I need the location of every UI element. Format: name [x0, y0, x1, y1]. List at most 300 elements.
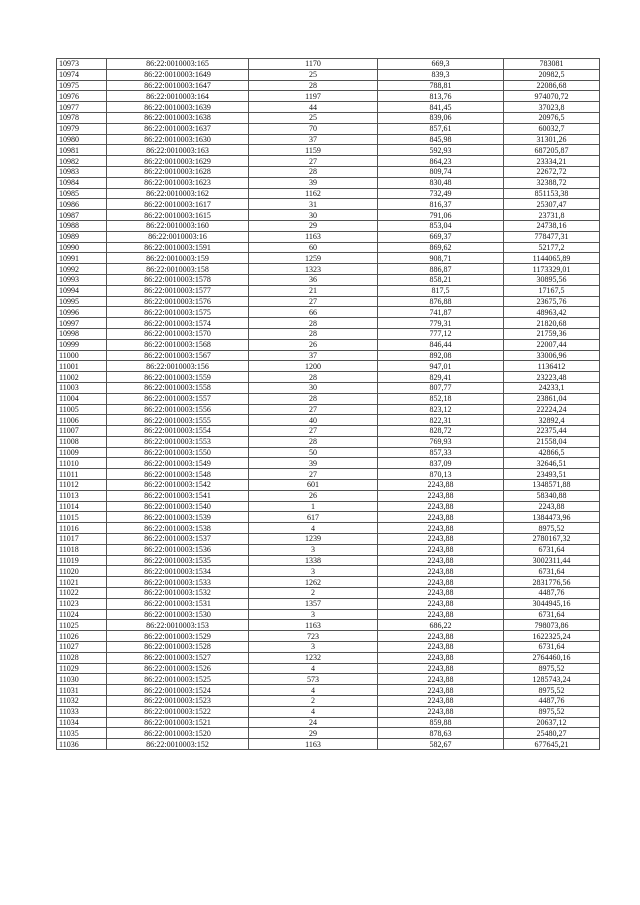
area-cell: 27 — [249, 404, 378, 415]
rate-cell: 669,3 — [378, 59, 504, 70]
cadastral-number-cell: 86:22:0010003:1554 — [107, 426, 249, 437]
row-number-cell: 10978 — [57, 112, 107, 123]
area-cell: 29 — [249, 220, 378, 231]
rate-cell: 669,37 — [378, 231, 504, 242]
value-cell: 21558,04 — [504, 436, 600, 447]
cadastral-number-cell: 86:22:0010003:1527 — [107, 652, 249, 663]
rate-cell: 878,63 — [378, 728, 504, 739]
cadastral-number-cell: 86:22:0010003:162 — [107, 188, 249, 199]
rate-cell: 2243,88 — [378, 706, 504, 717]
value-cell: 60032,7 — [504, 123, 600, 134]
table-row — [57, 404, 600, 415]
area-cell: 31 — [249, 199, 378, 210]
row-number-cell: 11025 — [57, 620, 107, 631]
value-cell: 2780167,32 — [504, 534, 600, 545]
value-cell: 1285743,24 — [504, 674, 600, 685]
row-number-cell: 11017 — [57, 534, 107, 545]
value-cell: 851153,38 — [504, 188, 600, 199]
value-cell: 3002311,44 — [504, 555, 600, 566]
cadastral-number-cell: 86:22:0010003:1567 — [107, 350, 249, 361]
rate-cell: 741,87 — [378, 307, 504, 318]
cadastral-number-cell: 86:22:0010003:1617 — [107, 199, 249, 210]
rate-cell: 2243,88 — [378, 663, 504, 674]
row-number-cell: 10973 — [57, 59, 107, 70]
table-row — [57, 264, 600, 275]
cadastral-number-cell: 86:22:0010003:164 — [107, 91, 249, 102]
value-cell: 6731,64 — [504, 609, 600, 620]
value-cell: 4487,76 — [504, 696, 600, 707]
area-cell: 1357 — [249, 598, 378, 609]
area-cell: 1163 — [249, 620, 378, 631]
table-row — [57, 501, 600, 512]
area-cell: 1 — [249, 501, 378, 512]
table-row — [57, 436, 600, 447]
cadastral-number-cell: 86:22:0010003:1629 — [107, 156, 249, 167]
value-cell: 22007,44 — [504, 339, 600, 350]
value-cell: 6731,64 — [504, 544, 600, 555]
row-number-cell: 10987 — [57, 210, 107, 221]
area-cell: 30 — [249, 382, 378, 393]
rate-cell: 822,31 — [378, 415, 504, 426]
area-cell: 60 — [249, 242, 378, 253]
value-cell: 24738,16 — [504, 220, 600, 231]
row-number-cell: 10997 — [57, 318, 107, 329]
table-row — [57, 609, 600, 620]
cadastral-number-cell: 86:22:0010003:1639 — [107, 102, 249, 113]
table-row — [57, 523, 600, 534]
table-row — [57, 285, 600, 296]
table-row — [57, 210, 600, 221]
row-number-cell: 11034 — [57, 717, 107, 728]
value-cell: 1348571,88 — [504, 480, 600, 491]
table-row — [57, 372, 600, 383]
row-number-cell: 11023 — [57, 598, 107, 609]
value-cell: 31301,26 — [504, 134, 600, 145]
area-cell: 1323 — [249, 264, 378, 275]
cadastral-number-cell: 86:22:0010003:1522 — [107, 706, 249, 717]
rate-cell: 2243,88 — [378, 566, 504, 577]
rate-cell: 2243,88 — [378, 523, 504, 534]
value-cell: 8975,52 — [504, 706, 600, 717]
value-cell: 974070,72 — [504, 91, 600, 102]
rate-cell: 852,18 — [378, 393, 504, 404]
cadastral-number-cell: 86:22:0010003:1549 — [107, 458, 249, 469]
cadastral-number-cell: 86:22:0010003:1521 — [107, 717, 249, 728]
value-cell: 798073,86 — [504, 620, 600, 631]
table-row — [57, 652, 600, 663]
cadastral-number-cell: 86:22:0010003:1556 — [107, 404, 249, 415]
rate-cell: 732,49 — [378, 188, 504, 199]
cadastral-number-cell: 86:22:0010003:159 — [107, 253, 249, 264]
row-number-cell: 11016 — [57, 523, 107, 534]
value-cell: 6731,64 — [504, 642, 600, 653]
rate-cell: 592,93 — [378, 145, 504, 156]
cadastral-number-cell: 86:22:0010003:1538 — [107, 523, 249, 534]
rate-cell: 791,06 — [378, 210, 504, 221]
cadastral-number-cell: 86:22:0010003:1574 — [107, 318, 249, 329]
area-cell: 3 — [249, 642, 378, 653]
area-cell: 1163 — [249, 739, 378, 750]
rate-cell: 869,62 — [378, 242, 504, 253]
row-number-cell: 10994 — [57, 285, 107, 296]
area-cell: 1338 — [249, 555, 378, 566]
area-cell: 4 — [249, 706, 378, 717]
area-cell: 24 — [249, 717, 378, 728]
row-number-cell: 10991 — [57, 253, 107, 264]
area-cell: 27 — [249, 156, 378, 167]
rate-cell: 886,87 — [378, 264, 504, 275]
cadastral-number-cell: 86:22:0010003:1637 — [107, 123, 249, 134]
area-cell: 30 — [249, 210, 378, 221]
rate-cell: 823,12 — [378, 404, 504, 415]
area-cell: 3 — [249, 566, 378, 577]
area-cell: 39 — [249, 177, 378, 188]
table-row — [57, 685, 600, 696]
row-number-cell: 10979 — [57, 123, 107, 134]
row-number-cell: 11029 — [57, 663, 107, 674]
row-number-cell: 11004 — [57, 393, 107, 404]
value-cell: 25480,27 — [504, 728, 600, 739]
cadastral-number-cell: 86:22:0010003:1531 — [107, 598, 249, 609]
area-cell: 26 — [249, 339, 378, 350]
rate-cell: 2243,88 — [378, 555, 504, 566]
value-cell: 1136412 — [504, 361, 600, 372]
rate-cell: 837,09 — [378, 458, 504, 469]
rate-cell: 857,61 — [378, 123, 504, 134]
cadastral-number-cell: 86:22:0010003:1524 — [107, 685, 249, 696]
table-row — [57, 663, 600, 674]
value-cell: 24233,1 — [504, 382, 600, 393]
row-number-cell: 11007 — [57, 426, 107, 437]
value-cell: 23223,48 — [504, 372, 600, 383]
value-cell: 22224,24 — [504, 404, 600, 415]
area-cell: 2 — [249, 588, 378, 599]
rate-cell: 839,3 — [378, 69, 504, 80]
table-row — [57, 134, 600, 145]
area-cell: 44 — [249, 102, 378, 113]
rate-cell: 947,01 — [378, 361, 504, 372]
rate-cell: 813,76 — [378, 91, 504, 102]
rate-cell: 2243,88 — [378, 490, 504, 501]
cadastral-number-cell: 86:22:0010003:1577 — [107, 285, 249, 296]
area-cell: 601 — [249, 480, 378, 491]
table-row — [57, 59, 600, 70]
table-row — [57, 382, 600, 393]
cadastral-number-cell: 86:22:0010003:1615 — [107, 210, 249, 221]
table-row — [57, 350, 600, 361]
area-cell: 3 — [249, 544, 378, 555]
table-row — [57, 318, 600, 329]
cadastral-number-cell: 86:22:0010003:1555 — [107, 415, 249, 426]
value-cell: 1144065,89 — [504, 253, 600, 264]
rate-cell: 870,13 — [378, 469, 504, 480]
cadastral-number-cell: 86:22:0010003:1649 — [107, 69, 249, 80]
table-row — [57, 80, 600, 91]
table-row — [57, 415, 600, 426]
area-cell: 3 — [249, 609, 378, 620]
area-cell: 40 — [249, 415, 378, 426]
area-cell: 28 — [249, 393, 378, 404]
row-number-cell: 11022 — [57, 588, 107, 599]
table-row — [57, 339, 600, 350]
value-cell: 8975,52 — [504, 685, 600, 696]
cadastral-number-cell: 86:22:0010003:1548 — [107, 469, 249, 480]
area-cell: 1163 — [249, 231, 378, 242]
rate-cell: 2243,88 — [378, 577, 504, 588]
area-cell: 1162 — [249, 188, 378, 199]
row-number-cell: 11021 — [57, 577, 107, 588]
table-row — [57, 588, 600, 599]
cadastral-number-cell: 86:22:0010003:1570 — [107, 328, 249, 339]
table-row — [57, 426, 600, 437]
rate-cell: 908,71 — [378, 253, 504, 264]
area-cell: 617 — [249, 512, 378, 523]
row-number-cell: 11005 — [57, 404, 107, 415]
rate-cell: 2243,88 — [378, 588, 504, 599]
cadastral-number-cell: 86:22:0010003:1568 — [107, 339, 249, 350]
rate-cell: 839,06 — [378, 112, 504, 123]
table-row — [57, 534, 600, 545]
table-row — [57, 199, 600, 210]
table-row — [57, 328, 600, 339]
area-cell: 25 — [249, 69, 378, 80]
value-cell: 23731,8 — [504, 210, 600, 221]
rate-cell: 777,12 — [378, 328, 504, 339]
cadastral-number-cell: 86:22:0010003:1528 — [107, 642, 249, 653]
table-row — [57, 544, 600, 555]
row-number-cell: 10977 — [57, 102, 107, 113]
row-number-cell: 11026 — [57, 631, 107, 642]
cadastral-number-cell: 86:22:0010003:1550 — [107, 447, 249, 458]
row-number-cell: 11013 — [57, 490, 107, 501]
rate-cell: 2243,88 — [378, 609, 504, 620]
area-cell: 70 — [249, 123, 378, 134]
area-cell: 1197 — [249, 91, 378, 102]
table-row — [57, 242, 600, 253]
table-row — [57, 728, 600, 739]
value-cell: 25307,47 — [504, 199, 600, 210]
cadastral-number-cell: 86:22:0010003:1525 — [107, 674, 249, 685]
area-cell: 66 — [249, 307, 378, 318]
table-row — [57, 393, 600, 404]
table-row — [57, 274, 600, 285]
table-row — [57, 469, 600, 480]
cadastral-number-cell: 86:22:0010003:1540 — [107, 501, 249, 512]
rate-cell: 830,48 — [378, 177, 504, 188]
area-cell: 25 — [249, 112, 378, 123]
value-cell: 3044945,16 — [504, 598, 600, 609]
value-cell: 48963,42 — [504, 307, 600, 318]
table-row — [57, 706, 600, 717]
rate-cell: 857,33 — [378, 447, 504, 458]
table-row — [57, 123, 600, 134]
row-number-cell: 11014 — [57, 501, 107, 512]
cadastral-number-cell: 86:22:0010003:1526 — [107, 663, 249, 674]
value-cell: 23675,76 — [504, 296, 600, 307]
row-number-cell: 11012 — [57, 480, 107, 491]
cadastral-number-cell: 86:22:0010003:152 — [107, 739, 249, 750]
area-cell: 4 — [249, 663, 378, 674]
row-number-cell: 11006 — [57, 415, 107, 426]
table-row — [57, 231, 600, 242]
value-cell: 32646,51 — [504, 458, 600, 469]
cadastral-number-cell: 86:22:0010003:156 — [107, 361, 249, 372]
value-cell: 2243,88 — [504, 501, 600, 512]
row-number-cell: 11020 — [57, 566, 107, 577]
row-number-cell: 11011 — [57, 469, 107, 480]
area-cell: 573 — [249, 674, 378, 685]
area-cell: 723 — [249, 631, 378, 642]
cadastral-number-cell: 86:22:0010003:1534 — [107, 566, 249, 577]
table-row — [57, 361, 600, 372]
area-cell: 28 — [249, 318, 378, 329]
table-row — [57, 102, 600, 113]
row-number-cell: 10984 — [57, 177, 107, 188]
cadastral-number-cell: 86:22:0010003:1532 — [107, 588, 249, 599]
table-row — [57, 296, 600, 307]
table-row — [57, 188, 600, 199]
table-row — [57, 696, 600, 707]
rate-cell: 853,04 — [378, 220, 504, 231]
value-cell: 783081 — [504, 59, 600, 70]
value-cell: 677645,21 — [504, 739, 600, 750]
row-number-cell: 10976 — [57, 91, 107, 102]
area-cell: 36 — [249, 274, 378, 285]
rate-cell: 845,98 — [378, 134, 504, 145]
table-row — [57, 739, 600, 750]
row-number-cell: 11035 — [57, 728, 107, 739]
row-number-cell: 11031 — [57, 685, 107, 696]
row-number-cell: 10990 — [57, 242, 107, 253]
value-cell: 23861,04 — [504, 393, 600, 404]
cadastral-number-cell: 86:22:0010003:1578 — [107, 274, 249, 285]
row-number-cell: 10981 — [57, 145, 107, 156]
area-cell: 27 — [249, 296, 378, 307]
area-cell: 50 — [249, 447, 378, 458]
row-number-cell: 11002 — [57, 372, 107, 383]
row-number-cell: 10980 — [57, 134, 107, 145]
area-cell: 39 — [249, 458, 378, 469]
table-row — [57, 555, 600, 566]
cadastral-number-cell: 86:22:0010003:1559 — [107, 372, 249, 383]
table-row — [57, 177, 600, 188]
rate-cell: 828,72 — [378, 426, 504, 437]
cadastral-number-cell: 86:22:0010003:1591 — [107, 242, 249, 253]
row-number-cell: 11001 — [57, 361, 107, 372]
rate-cell: 2243,88 — [378, 642, 504, 653]
rate-cell: 2243,88 — [378, 598, 504, 609]
value-cell: 2831776,56 — [504, 577, 600, 588]
rate-cell: 2243,88 — [378, 544, 504, 555]
cadastral-number-cell: 86:22:0010003:1557 — [107, 393, 249, 404]
row-number-cell: 11008 — [57, 436, 107, 447]
row-number-cell: 10988 — [57, 220, 107, 231]
table-row — [57, 566, 600, 577]
area-cell: 1259 — [249, 253, 378, 264]
rate-cell: 809,74 — [378, 166, 504, 177]
row-number-cell: 11027 — [57, 642, 107, 653]
rate-cell: 2243,88 — [378, 631, 504, 642]
table-row — [57, 91, 600, 102]
row-number-cell: 10992 — [57, 264, 107, 275]
area-cell: 27 — [249, 426, 378, 437]
rate-cell: 859,88 — [378, 717, 504, 728]
table-row — [57, 577, 600, 588]
value-cell: 23334,21 — [504, 156, 600, 167]
table-row — [57, 145, 600, 156]
table-row — [57, 620, 600, 631]
area-cell: 28 — [249, 328, 378, 339]
area-cell: 4 — [249, 685, 378, 696]
cadastral-number-cell: 86:22:0010003:1558 — [107, 382, 249, 393]
table-row — [57, 253, 600, 264]
row-number-cell: 11030 — [57, 674, 107, 685]
row-number-cell: 11019 — [57, 555, 107, 566]
row-number-cell: 11024 — [57, 609, 107, 620]
rate-cell: 2243,88 — [378, 480, 504, 491]
cadastral-number-cell: 86:22:0010003:1628 — [107, 166, 249, 177]
value-cell: 4487,76 — [504, 588, 600, 599]
cadastral-number-cell: 86:22:0010003:1539 — [107, 512, 249, 523]
cadastral-number-cell: 86:22:0010003:153 — [107, 620, 249, 631]
value-cell: 58340,88 — [504, 490, 600, 501]
rate-cell: 2243,88 — [378, 652, 504, 663]
area-cell: 27 — [249, 469, 378, 480]
table-row — [57, 166, 600, 177]
table-row — [57, 598, 600, 609]
value-cell: 33006,96 — [504, 350, 600, 361]
cadastral-number-cell: 86:22:0010003:1553 — [107, 436, 249, 447]
table-row — [57, 642, 600, 653]
rate-cell: 816,37 — [378, 199, 504, 210]
area-cell: 21 — [249, 285, 378, 296]
row-number-cell: 10996 — [57, 307, 107, 318]
cadastral-number-cell: 86:22:0010003:1536 — [107, 544, 249, 555]
cadastral-number-cell: 86:22:0010003:1529 — [107, 631, 249, 642]
row-number-cell: 11015 — [57, 512, 107, 523]
row-number-cell: 10989 — [57, 231, 107, 242]
rate-cell: 829,41 — [378, 372, 504, 383]
row-number-cell: 10993 — [57, 274, 107, 285]
table-row — [57, 674, 600, 685]
cadastral-number-cell: 86:22:0010003:163 — [107, 145, 249, 156]
rate-cell: 858,21 — [378, 274, 504, 285]
rate-cell: 817,5 — [378, 285, 504, 296]
cadastral-number-cell: 86:22:0010003:158 — [107, 264, 249, 275]
cadastral-number-cell: 86:22:0010003:1647 — [107, 80, 249, 91]
table-body — [57, 59, 600, 750]
value-cell: 8975,52 — [504, 663, 600, 674]
area-cell: 1262 — [249, 577, 378, 588]
cadastral-number-cell: 86:22:0010003:1575 — [107, 307, 249, 318]
cadastral-number-cell: 86:22:0010003:1576 — [107, 296, 249, 307]
value-cell: 20982,5 — [504, 69, 600, 80]
row-number-cell: 11018 — [57, 544, 107, 555]
table-row — [57, 490, 600, 501]
value-cell: 1173329,01 — [504, 264, 600, 275]
cadastral-table — [56, 58, 600, 750]
table-row — [57, 220, 600, 231]
rate-cell: 2243,88 — [378, 685, 504, 696]
row-number-cell: 11032 — [57, 696, 107, 707]
table-row — [57, 480, 600, 491]
value-cell: 1622325,24 — [504, 631, 600, 642]
cadastral-number-cell: 86:22:0010003:1541 — [107, 490, 249, 501]
area-cell: 28 — [249, 436, 378, 447]
row-number-cell: 11003 — [57, 382, 107, 393]
cadastral-number-cell: 86:22:0010003:1630 — [107, 134, 249, 145]
rate-cell: 2243,88 — [378, 534, 504, 545]
